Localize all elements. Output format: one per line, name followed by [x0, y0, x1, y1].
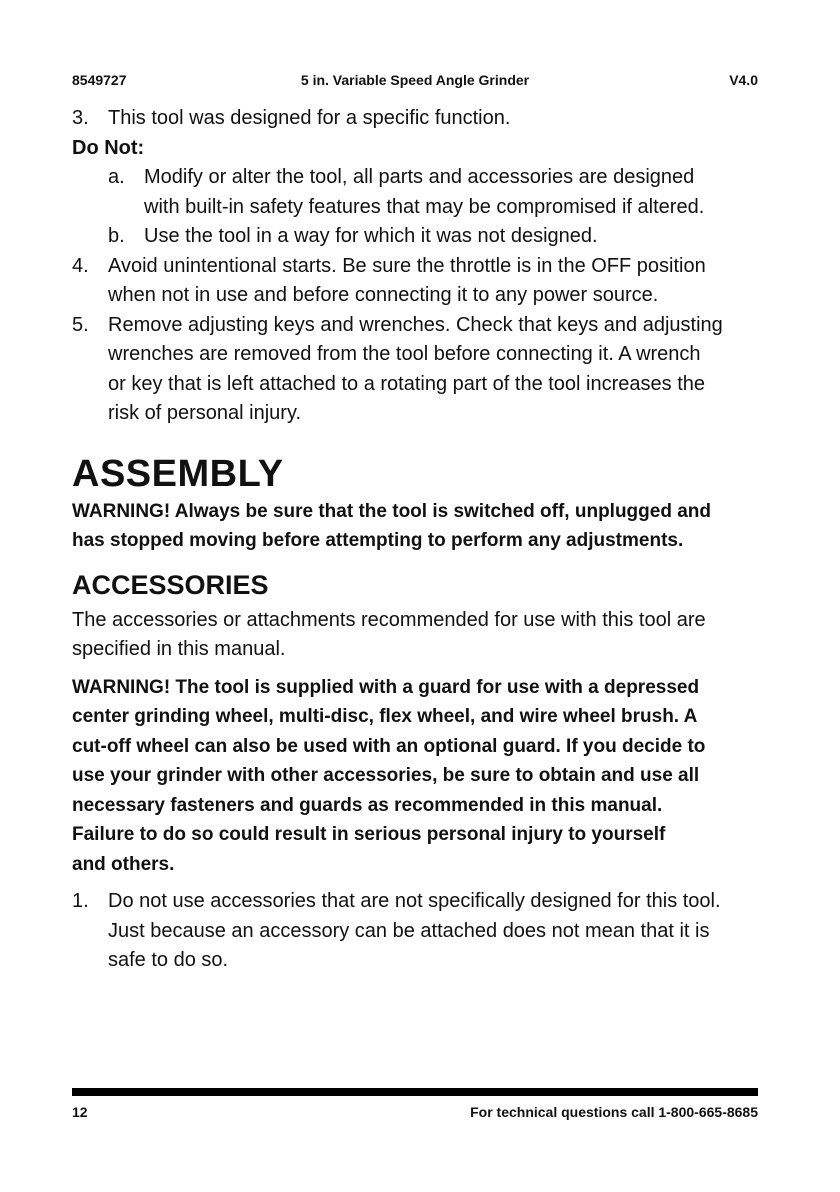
- sub-item-a: [72, 163, 772, 193]
- item-number: 3.: [72, 107, 89, 129]
- item-number: 5.: [72, 313, 89, 336]
- accessories-item-1-cont: safe to do so.: [108, 949, 229, 971]
- item-number: 4.: [72, 254, 89, 277]
- item-text: Use the tool in a way for which it was not designed.: [144, 225, 598, 247]
- safety-item-5-cont: risk of personal injury.: [108, 402, 302, 424]
- accessories-warning-line: and others.: [72, 853, 175, 875]
- accessories-item-1-cont: Just because an accessory can be attached does not mean that it is: [108, 919, 710, 942]
- safety-item-3: [72, 104, 772, 134]
- safety-item-5-cont: or key that is left attached to a rotating part of the tool increases the: [108, 372, 706, 395]
- assembly-heading: ASSEMBLY: [72, 452, 284, 495]
- do-not-label: Do Not:: [72, 136, 145, 159]
- sub-item-a-cont: with built-in safety features that may be compromised if altered.: [144, 195, 705, 218]
- page-footer: [72, 1104, 758, 1126]
- page-number: 12: [72, 1104, 88, 1120]
- item-text: Avoid unintentional starts. Be sure the throttle is in the OFF position: [108, 254, 706, 277]
- item-number: a.: [108, 166, 125, 188]
- accessories-heading: ACCESSORIES: [72, 569, 269, 600]
- doc-number: 8549727: [72, 72, 127, 88]
- item-number: 1.: [72, 890, 89, 912]
- accessories-warning-line: WARNING! The tool is supplied with a guard for use with a depressed: [72, 676, 700, 698]
- support-phone: For technical questions call 1-800-665-8685: [470, 1104, 758, 1120]
- safety-item-5-cont: wrenches are removed from the tool before connecting it. A wrench: [108, 343, 701, 365]
- page-content: [72, 104, 772, 976]
- safety-item-4-cont: when not in use and before connecting it to any power source.: [108, 284, 659, 306]
- assembly-warning-line: WARNING! Always be sure that the tool is switched off, unplugged and: [72, 500, 711, 522]
- accessories-warning-line: cut-off wheel can also be used with an optional guard. If you decide to: [72, 735, 706, 757]
- item-text: This tool was designed for a specific function.: [108, 107, 511, 129]
- doc-title: 5 in. Variable Speed Angle Grinder: [300, 72, 530, 88]
- accessories-warning-line: use your grinder with other accessories, be sure to obtain and use all: [72, 765, 700, 786]
- item-number: b.: [108, 225, 125, 247]
- assembly-warning-line: has stopped moving before attempting to perform any adjustments.: [72, 530, 684, 551]
- doc-version: V4.0: [729, 72, 758, 88]
- accessories-warning-line: center grinding wheel, multi-disc, flex wheel, and wire wheel brush. A: [72, 706, 698, 727]
- sub-item-b: [72, 222, 772, 252]
- item-text: Do not use accessories that are not specifically designed for this tool.: [108, 890, 721, 912]
- page-header: [72, 70, 758, 94]
- item-text: Modify or alter the tool, all parts and accessories are designed: [144, 166, 695, 188]
- safety-item-5: [72, 311, 772, 341]
- item-text: Remove adjusting keys and wrenches. Check that keys and adjusting: [108, 313, 723, 336]
- accessories-warning-line: necessary fasteners and guards as recommended in this manual.: [72, 794, 663, 816]
- accessories-item-1: [72, 887, 772, 917]
- accessories-warning-line: Failure to do so could result in serious personal injury to yourself: [72, 824, 666, 845]
- accessories-intro-line: specified in this manual.: [72, 638, 286, 660]
- accessories-intro-line: The accessories or attachments recommended for use with this tool are: [72, 608, 706, 631]
- safety-item-4: [72, 252, 772, 282]
- footer-rule: [72, 1088, 758, 1096]
